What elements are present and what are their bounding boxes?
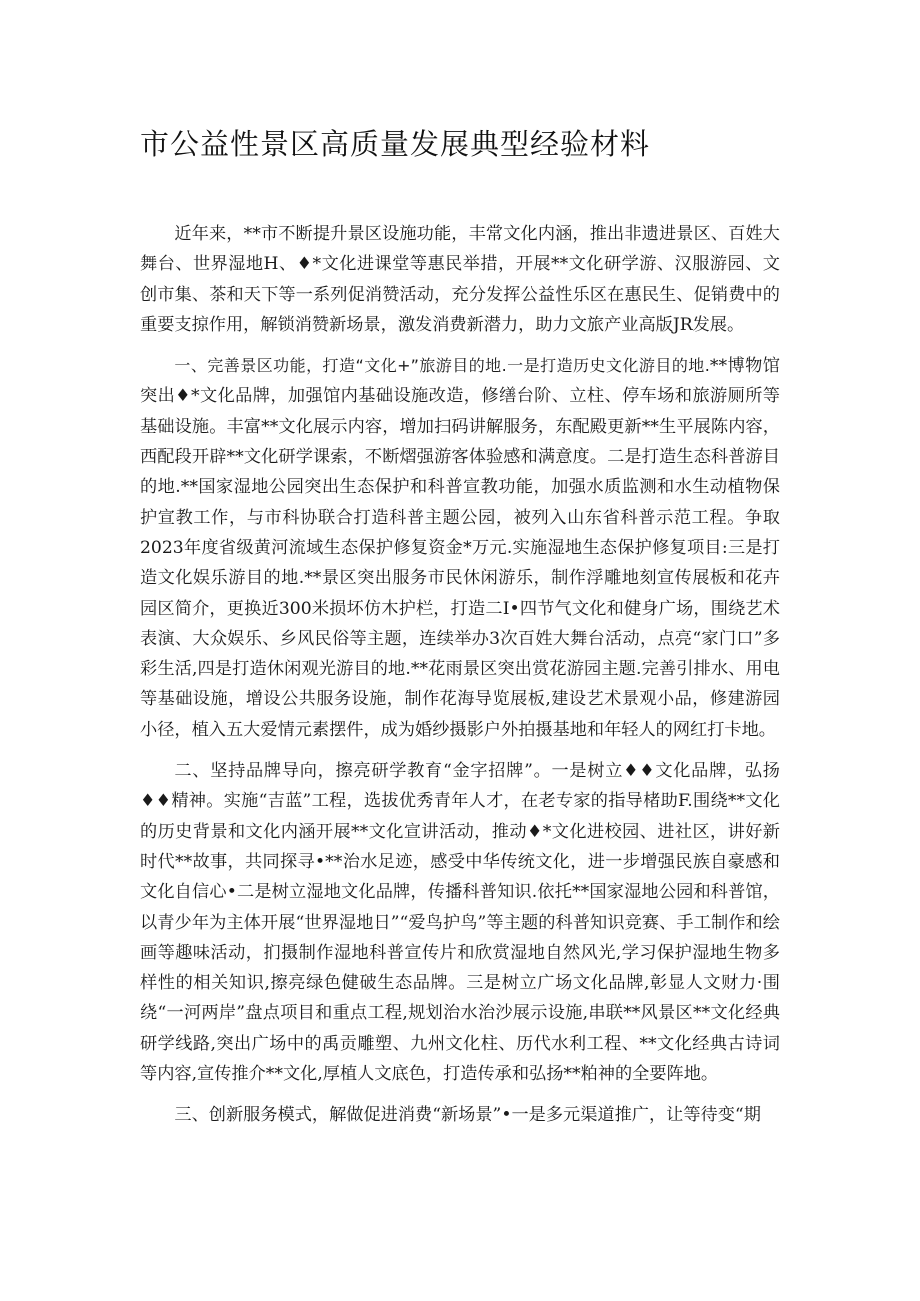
document-title: 市公益性景区高质量发展典型经验材料 bbox=[140, 127, 651, 161]
paragraph-intro bbox=[140, 219, 780, 340]
paragraph-section-1 bbox=[140, 351, 780, 745]
paragraph-section-2 bbox=[140, 756, 780, 1089]
paragraph-text: 三、创新服务模式，解做促进消费“新场景”•一是多元渠道推广，让等待变“期 bbox=[174, 1105, 761, 1126]
document-body bbox=[140, 219, 780, 1131]
paragraph-text: **博物馆突出♦*文化品牌，加强馆内基础设施改造，修缮台阶、立柱、停车场和旅游厕所等基础设施。丰富**文化展示内容，增加扫码讲解服务，东配殿更新**生平展陈内容，西配段开辟**文化研学课索，不断熠强游客体验感和满意度。二是打造生态科普游目的地.**国家湿地公园突出生态保护和科普宣教功能，加强水质监测和水生动植物保护宣教工作，与市科协联合打造科普主题公园，被列入山东省科普示范工程。争取2023年度省级黄河流域生态保护修复资金*万元.实施湿地生态保护修复项目:三是打造文化娱乐游目的地.**景区突出服务市民休闲游乐，制作浮雕地刻宣传展板和花卉园区简介，更换近300米损坏仿木护栏，打造二I•四节气文化和健身广场，围绕艺术表演、大众娱乐、乡风民俗等主题，连续举办3次百姓大舞台活动，点亮“家门口”多彩生活,四是打造休闲观光游目的地.**花雨景区突出赏花游园主题.完善引排水、用电等基础设施，增设公共服务设施，制作花海导览展板,建设艺术景观小品，修建游园小径，植入五大爱情元素摆件，成为婚纱摄影户外拍摄基地和年轻人的网红打卡地。 bbox=[140, 356, 780, 740]
paragraph-text: 二、坚持品牌导向，擦亮研学教育“金字招牌”。一是树立♦♦文化品牌，弘扬♦♦精神。实施“吉蓝”工程，选拔优秀青年人才，在老专家的指导楮助F.围绕**文化的历史背景和文化内涵开展**文化宣讲活动，推动♦*文化进校园、进社区，讲好新时代**故事，共同探寻•**治水足迹，感受中华传统文化，进一步增强民族自豪感和文化自信心•二是树立湿地文化品牌，传播科普知识.依托**国家湿地公园和科普馆，以青少年为主体开展“世界湿地日”“爱鸟护鸟”等主题的科普知识竞赛、手工制作和绘画等趣味活动，扪摄制作湿地科普宣传片和欣赏湿地自然风光,学习保护湿地生物多样性的相关知识,擦亮绿色健破生态品牌。三是树立广场文化品牌,彰显人文财力·围绕“一河两岸”盘点项目和重点工程,规划治水治沙展示设施,串联**风景区**文化经典研学线路,突出广场中的禹贡雕塑、九州文化柱、历代水利工程、**文化经典古诗词等内容,宣传推介**文化,厚植人文底色，打造传承和弘扬**粕神的全要阵地。 bbox=[140, 761, 780, 1085]
paragraph-lead: 一、完善景区功能，打造“文化+”旅游目的地.一是打造历史文化游目的地. bbox=[174, 356, 710, 376]
paragraph-section-3 bbox=[140, 1100, 780, 1130]
paragraph-text: 近年来，**市不断提升景区设施功能，丰常文化内涵，推出非遗进景区、百姓大舞台、世界湿地H、♦*文化进课堂等惠民举措，开展**文化研学游、汉服游园、文创市集、茶和天下等一系列促消赞活动，充分发挥公益性乐区在惠民生、促销费中的重要支掠作用，解锁消赞新场景，激发消费新潜力，助力文旅产业高版JR发展。 bbox=[140, 224, 780, 335]
